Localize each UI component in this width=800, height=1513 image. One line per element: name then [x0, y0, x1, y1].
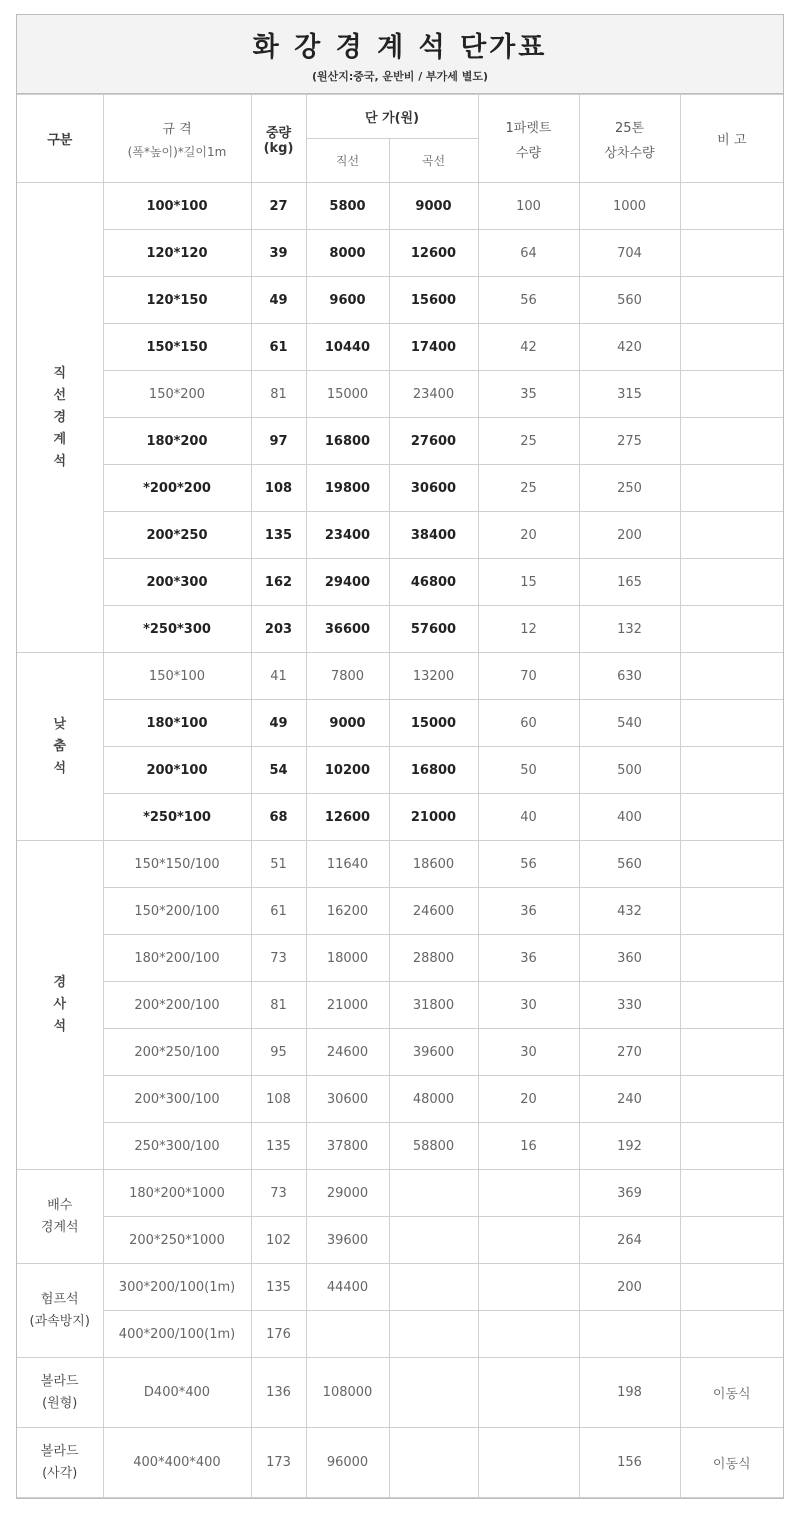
weight-cell: 61 — [251, 324, 306, 371]
header-pallet-label: 1파렛트 — [505, 120, 552, 136]
page-title: 화 강 경 계 석 단가표 — [252, 32, 548, 63]
truck-qty-cell: 369 — [579, 1170, 680, 1217]
pallet-qty-cell: 36 — [478, 935, 579, 982]
pallet-qty-cell: 70 — [478, 653, 579, 700]
page-subtitle: (원산지:중국, 운반비 / 부가세 별도) — [311, 70, 489, 83]
note-cell — [680, 606, 783, 653]
spec-cell: *250*300 — [103, 606, 251, 653]
curve-price-cell: 17400 — [389, 324, 478, 371]
curve-price-cell: 13200 — [389, 653, 478, 700]
truck-qty-cell: 420 — [579, 324, 680, 371]
weight-cell: 95 — [251, 1029, 306, 1076]
table-row — [17, 183, 783, 230]
straight-price-cell: 24600 — [306, 1029, 389, 1076]
curve-price-cell: 21000 — [389, 794, 478, 841]
truck-qty-cell: 250 — [579, 465, 680, 512]
note-cell: 이동식 — [680, 1428, 783, 1498]
header-weight — [251, 95, 306, 183]
straight-price-cell: 16800 — [306, 418, 389, 465]
truck-qty-cell: 200 — [579, 1264, 680, 1311]
weight-cell: 135 — [251, 1264, 306, 1311]
straight-price-cell: 36600 — [306, 606, 389, 653]
straight-price-cell: 19800 — [306, 465, 389, 512]
curve-price-cell: 39600 — [389, 1029, 478, 1076]
note-cell — [680, 1217, 783, 1264]
weight-cell: 173 — [251, 1428, 306, 1498]
weight-cell: 73 — [251, 1170, 306, 1217]
price-table-body — [17, 183, 783, 1498]
spec-cell: 400*400*400 — [103, 1428, 251, 1498]
weight-cell: 51 — [251, 841, 306, 888]
table-row — [17, 606, 783, 653]
spec-cell: 400*200/100(1m) — [103, 1311, 251, 1358]
truck-qty-cell: 540 — [579, 700, 680, 747]
curve-price-cell: 28800 — [389, 935, 478, 982]
category-label: 직 — [53, 365, 67, 381]
table-row — [17, 1428, 783, 1498]
curve-price-cell: 27600 — [389, 418, 478, 465]
header-price: 단 가(원) — [306, 95, 478, 139]
pallet-qty-cell — [478, 1311, 579, 1358]
header-truck-unit: 상차수량 — [604, 145, 655, 161]
pallet-qty-cell — [478, 1217, 579, 1264]
weight-cell: 135 — [251, 512, 306, 559]
header-spec-label: 규 격 — [162, 121, 192, 137]
note-cell — [680, 653, 783, 700]
table-row — [17, 888, 783, 935]
header-truck — [579, 95, 680, 183]
truck-qty-cell: 432 — [579, 888, 680, 935]
table-row — [17, 794, 783, 841]
note-cell — [680, 559, 783, 606]
header-note: 비 고 — [680, 95, 783, 183]
table-row — [17, 653, 783, 700]
pallet-qty-cell: 30 — [478, 1029, 579, 1076]
weight-cell: 73 — [251, 935, 306, 982]
pallet-qty-cell — [478, 1264, 579, 1311]
table-row — [17, 465, 783, 512]
spec-cell: *250*100 — [103, 794, 251, 841]
spec-cell: 120*120 — [103, 230, 251, 277]
curve-price-cell: 15600 — [389, 277, 478, 324]
curve-price-cell — [389, 1311, 478, 1358]
straight-price-cell: 96000 — [306, 1428, 389, 1498]
category-label: (원형) — [42, 1395, 78, 1411]
curve-price-cell — [389, 1358, 478, 1428]
note-cell — [680, 418, 783, 465]
curve-price-cell: 58800 — [389, 1123, 478, 1170]
header-category: 구분 — [17, 95, 103, 183]
weight-cell: 27 — [251, 183, 306, 230]
category-label: 석 — [53, 760, 67, 776]
table-row — [17, 559, 783, 606]
straight-price-cell: 18000 — [306, 935, 389, 982]
straight-price-cell: 5800 — [306, 183, 389, 230]
straight-price-cell: 10440 — [306, 324, 389, 371]
category-cell — [17, 183, 103, 653]
truck-qty-cell: 165 — [579, 559, 680, 606]
curve-price-cell: 16800 — [389, 747, 478, 794]
spec-cell: 200*250*1000 — [103, 1217, 251, 1264]
note-cell — [680, 700, 783, 747]
weight-cell: 97 — [251, 418, 306, 465]
truck-qty-cell: 132 — [579, 606, 680, 653]
straight-price-cell: 21000 — [306, 982, 389, 1029]
pallet-qty-cell: 20 — [478, 512, 579, 559]
table-row — [17, 935, 783, 982]
pallet-qty-cell: 15 — [478, 559, 579, 606]
table-row — [17, 277, 783, 324]
truck-qty-cell: 192 — [579, 1123, 680, 1170]
pallet-qty-cell — [478, 1170, 579, 1217]
pallet-qty-cell: 35 — [478, 371, 579, 418]
truck-qty-cell: 630 — [579, 653, 680, 700]
pallet-qty-cell: 40 — [478, 794, 579, 841]
straight-price-cell: 9000 — [306, 700, 389, 747]
weight-cell: 49 — [251, 700, 306, 747]
table-row — [17, 700, 783, 747]
curve-price-cell — [389, 1264, 478, 1311]
pallet-qty-cell: 100 — [478, 183, 579, 230]
category-label: 경계석 — [40, 1219, 79, 1235]
table-row — [17, 1170, 783, 1217]
note-cell — [680, 512, 783, 559]
straight-price-cell: 7800 — [306, 653, 389, 700]
spec-cell: 250*300/100 — [103, 1123, 251, 1170]
table-row — [17, 982, 783, 1029]
note-cell — [680, 1311, 783, 1358]
truck-qty-cell: 200 — [579, 512, 680, 559]
note-cell — [680, 230, 783, 277]
spec-cell: 150*100 — [103, 653, 251, 700]
note-cell — [680, 1123, 783, 1170]
note-cell — [680, 1029, 783, 1076]
price-table — [17, 94, 783, 1498]
table-row — [17, 371, 783, 418]
table-row — [17, 418, 783, 465]
table-row — [17, 747, 783, 794]
curve-price-cell: 9000 — [389, 183, 478, 230]
header-pallet — [478, 95, 579, 183]
note-cell — [680, 747, 783, 794]
truck-qty-cell: 315 — [579, 371, 680, 418]
curve-price-cell: 48000 — [389, 1076, 478, 1123]
pallet-qty-cell — [478, 1358, 579, 1428]
weight-cell: 81 — [251, 982, 306, 1029]
curve-price-cell — [389, 1428, 478, 1498]
table-row — [17, 1076, 783, 1123]
curve-price-cell: 31800 — [389, 982, 478, 1029]
note-cell — [680, 982, 783, 1029]
category-cell — [17, 1428, 103, 1498]
header-pallet-unit: 수량 — [515, 145, 542, 161]
truck-qty-cell: 500 — [579, 747, 680, 794]
straight-price-cell: 37800 — [306, 1123, 389, 1170]
note-cell — [680, 371, 783, 418]
weight-cell: 108 — [251, 1076, 306, 1123]
pallet-qty-cell: 56 — [478, 277, 579, 324]
header-spec — [103, 95, 251, 183]
spec-cell: *200*200 — [103, 465, 251, 512]
truck-qty-cell: 198 — [579, 1358, 680, 1428]
spec-cell: D400*400 — [103, 1358, 251, 1428]
pallet-qty-cell: 56 — [478, 841, 579, 888]
pallet-qty-cell: 42 — [478, 324, 579, 371]
pallet-qty-cell: 12 — [478, 606, 579, 653]
spec-cell: 100*100 — [103, 183, 251, 230]
pallet-qty-cell: 50 — [478, 747, 579, 794]
straight-price-cell: 16200 — [306, 888, 389, 935]
curve-price-cell: 18600 — [389, 841, 478, 888]
title-box — [17, 15, 783, 94]
pallet-qty-cell: 20 — [478, 1076, 579, 1123]
straight-price-cell: 11640 — [306, 841, 389, 888]
spec-cell: 150*150 — [103, 324, 251, 371]
category-label: 낮 — [53, 716, 67, 732]
spec-cell: 180*200 — [103, 418, 251, 465]
straight-price-cell: 29400 — [306, 559, 389, 606]
category-cell — [17, 1358, 103, 1428]
header-straight: 직선 — [306, 139, 389, 183]
truck-qty-cell: 270 — [579, 1029, 680, 1076]
truck-qty-cell: 156 — [579, 1428, 680, 1498]
curve-price-cell — [389, 1217, 478, 1264]
pallet-qty-cell — [478, 1428, 579, 1498]
category-label: (과속방지) — [29, 1313, 90, 1329]
curve-price-cell: 15000 — [389, 700, 478, 747]
header-curve: 곡선 — [389, 139, 478, 183]
table-row — [17, 841, 783, 888]
weight-cell: 102 — [251, 1217, 306, 1264]
curve-price-cell: 46800 — [389, 559, 478, 606]
note-cell — [680, 841, 783, 888]
spec-cell: 180*100 — [103, 700, 251, 747]
note-cell — [680, 888, 783, 935]
category-label: (사각) — [42, 1465, 78, 1481]
category-label: 춤 — [53, 738, 67, 754]
spec-cell: 150*200 — [103, 371, 251, 418]
spec-cell: 200*100 — [103, 747, 251, 794]
table-row — [17, 230, 783, 277]
weight-cell: 61 — [251, 888, 306, 935]
weight-cell: 49 — [251, 277, 306, 324]
weight-cell: 68 — [251, 794, 306, 841]
note-cell — [680, 324, 783, 371]
spec-cell: 300*200/100(1m) — [103, 1264, 251, 1311]
note-cell: 이동식 — [680, 1358, 783, 1428]
table-row — [17, 324, 783, 371]
pallet-qty-cell: 64 — [478, 230, 579, 277]
spec-cell: 150*150/100 — [103, 841, 251, 888]
truck-qty-cell: 560 — [579, 841, 680, 888]
table-row — [17, 1123, 783, 1170]
category-label: 험프석 — [40, 1291, 79, 1307]
truck-qty-cell: 330 — [579, 982, 680, 1029]
curve-price-cell: 12600 — [389, 230, 478, 277]
truck-qty-cell: 1000 — [579, 183, 680, 230]
pallet-qty-cell: 25 — [478, 465, 579, 512]
spec-cell: 200*250/100 — [103, 1029, 251, 1076]
category-cell — [17, 841, 103, 1170]
straight-price-cell: 30600 — [306, 1076, 389, 1123]
weight-cell: 39 — [251, 230, 306, 277]
note-cell — [680, 1076, 783, 1123]
note-cell — [680, 1264, 783, 1311]
weight-cell: 176 — [251, 1311, 306, 1358]
category-label: 볼라드 — [40, 1443, 79, 1459]
straight-price-cell: 29000 — [306, 1170, 389, 1217]
table-row — [17, 1264, 783, 1311]
weight-cell: 135 — [251, 1123, 306, 1170]
category-label: 볼라드 — [40, 1373, 79, 1389]
weight-cell: 136 — [251, 1358, 306, 1428]
note-cell — [680, 183, 783, 230]
curve-price-cell: 57600 — [389, 606, 478, 653]
note-cell — [680, 935, 783, 982]
straight-price-cell: 10200 — [306, 747, 389, 794]
header-weight-label: 중량 — [265, 125, 292, 141]
curve-price-cell — [389, 1170, 478, 1217]
straight-price-cell: 23400 — [306, 512, 389, 559]
truck-qty-cell: 360 — [579, 935, 680, 982]
weight-cell: 81 — [251, 371, 306, 418]
pallet-qty-cell: 30 — [478, 982, 579, 1029]
straight-price-cell — [306, 1311, 389, 1358]
truck-qty-cell: 704 — [579, 230, 680, 277]
pallet-qty-cell: 16 — [478, 1123, 579, 1170]
note-cell — [680, 1170, 783, 1217]
truck-qty-cell: 264 — [579, 1217, 680, 1264]
table-row — [17, 1029, 783, 1076]
price-table-container — [16, 14, 784, 1499]
table-row — [17, 1358, 783, 1428]
truck-qty-cell: 560 — [579, 277, 680, 324]
header-weight-unit: (kg) — [263, 140, 294, 156]
category-label: 경 — [53, 409, 67, 425]
category-cell — [17, 653, 103, 841]
straight-price-cell: 12600 — [306, 794, 389, 841]
spec-cell: 200*300 — [103, 559, 251, 606]
straight-price-cell: 44400 — [306, 1264, 389, 1311]
category-label: 경 — [53, 975, 67, 990]
category-cell — [17, 1264, 103, 1358]
category-label: 선 — [53, 387, 67, 403]
header-truck-label: 25톤 — [614, 120, 645, 136]
pallet-qty-cell: 60 — [478, 700, 579, 747]
pallet-qty-cell: 25 — [478, 418, 579, 465]
spec-cell: 180*200*1000 — [103, 1170, 251, 1217]
curve-price-cell: 30600 — [389, 465, 478, 512]
weight-cell: 203 — [251, 606, 306, 653]
weight-cell: 108 — [251, 465, 306, 512]
note-cell — [680, 465, 783, 512]
note-cell — [680, 277, 783, 324]
truck-qty-cell: 400 — [579, 794, 680, 841]
straight-price-cell: 8000 — [306, 230, 389, 277]
truck-qty-cell — [579, 1311, 680, 1358]
weight-cell: 54 — [251, 747, 306, 794]
table-row — [17, 1217, 783, 1264]
spec-cell: 120*150 — [103, 277, 251, 324]
category-label: 배수 — [47, 1197, 73, 1213]
spec-cell: 180*200/100 — [103, 935, 251, 982]
pallet-qty-cell: 36 — [478, 888, 579, 935]
table-row — [17, 1311, 783, 1358]
spec-cell: 200*250 — [103, 512, 251, 559]
note-cell — [680, 794, 783, 841]
curve-price-cell: 24600 — [389, 888, 478, 935]
weight-cell: 162 — [251, 559, 306, 606]
category-label: 사 — [53, 997, 67, 1012]
category-cell — [17, 1170, 103, 1264]
spec-cell: 150*200/100 — [103, 888, 251, 935]
curve-price-cell: 38400 — [389, 512, 478, 559]
spec-cell: 200*200/100 — [103, 982, 251, 1029]
table-row — [17, 512, 783, 559]
truck-qty-cell: 240 — [579, 1076, 680, 1123]
weight-cell: 41 — [251, 653, 306, 700]
straight-price-cell: 15000 — [306, 371, 389, 418]
truck-qty-cell: 275 — [579, 418, 680, 465]
category-label: 석 — [53, 1019, 67, 1034]
header-spec-unit: (폭*높이)*길이1m — [127, 144, 227, 159]
straight-price-cell: 108000 — [306, 1358, 389, 1428]
category-label: 석 — [53, 453, 67, 469]
curve-price-cell: 23400 — [389, 371, 478, 418]
spec-cell: 200*300/100 — [103, 1076, 251, 1123]
straight-price-cell: 9600 — [306, 277, 389, 324]
category-label: 계 — [53, 431, 67, 447]
straight-price-cell: 39600 — [306, 1217, 389, 1264]
